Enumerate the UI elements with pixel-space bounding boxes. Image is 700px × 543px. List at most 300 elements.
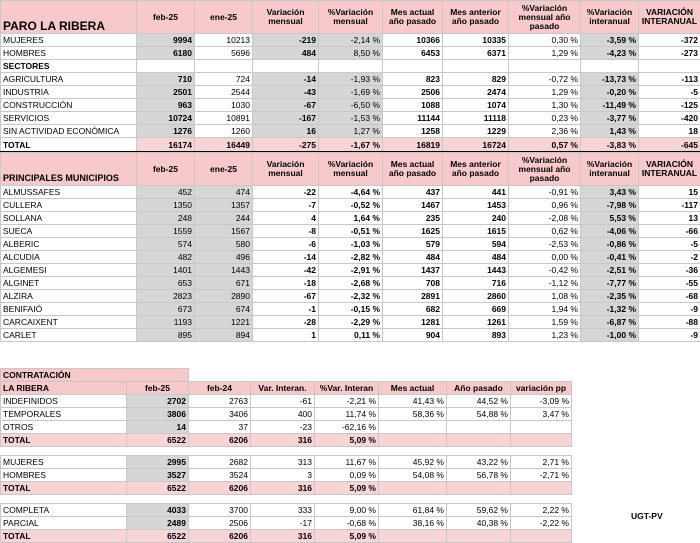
value-cell: 1559 [137,225,195,238]
value-cell: 1,29 % [509,86,581,99]
value-cell [511,482,572,495]
value-cell: -14 [253,251,319,264]
table-row [1,408,572,421]
value-cell: 5,53 % [581,212,639,225]
value-cell: 1258 [383,125,443,138]
value-cell: 6522 [127,434,189,447]
value-cell: 18 [639,125,700,138]
value-cell: 441 [443,186,509,199]
table-row [1,303,700,316]
value-cell: 0,00 % [509,251,581,264]
value-cell: 1,30 % [509,99,581,112]
value-cell: 1401 [137,264,195,277]
column-header: Variación mensual [253,153,319,186]
row-label: CARLET [1,329,137,342]
value-cell: -1,67 % [319,138,383,152]
value-cell: 37 [189,421,251,434]
value-cell: -5 [639,238,700,251]
value-cell [511,434,572,447]
value-cell [447,434,511,447]
value-cell: 6206 [189,530,251,543]
row-label: HOMBRES [1,469,127,482]
value-cell: 61,84 % [379,504,447,517]
value-cell: -55 [639,277,700,290]
value-cell: -0,20 % [581,86,639,99]
value-cell: 235 [383,212,443,225]
column-header: Año pasado [447,382,511,395]
value-cell: 9994 [137,34,195,47]
value-cell: -1,53 % [319,112,383,125]
row-label: ALMUSSAFES [1,186,137,199]
value-cell: -0,86 % [581,238,639,251]
value-cell: -3,77 % [581,112,639,125]
value-cell: 3406 [189,408,251,421]
value-cell: 3,47 % [511,408,572,421]
table-row [1,329,700,342]
value-cell: 653 [137,277,195,290]
empty-cell [315,369,379,382]
value-cell: -67 [253,290,319,303]
row-label: INDEFINIDOS [1,395,127,408]
value-cell: 1,29 % [509,47,581,60]
value-cell: -5 [639,86,700,99]
value-cell: 1357 [195,199,253,212]
value-cell: -0,52 % [319,199,383,212]
value-cell: -13,73 % [581,73,639,86]
column-header: %Variación interanual [581,153,639,186]
value-cell: -66 [639,225,700,238]
value-cell: -645 [639,138,700,152]
value-cell: 829 [443,73,509,86]
table-title: CONTRATACIÓN [1,369,189,382]
value-cell: 2763 [189,395,251,408]
value-cell: 11,74 % [315,408,379,421]
table-row [1,225,700,238]
value-cell: -2,35 % [581,290,639,303]
value-cell: 482 [137,251,195,264]
value-cell: -117 [639,199,700,212]
empty-cell [1,447,127,456]
table-row [1,125,700,138]
row-label: ALZIRA [1,290,137,303]
value-cell: -2 [639,251,700,264]
value-cell: -0,15 % [319,303,383,316]
table-row [1,434,572,447]
spacer-row [1,495,572,504]
value-cell: -18 [253,277,319,290]
value-cell: -7,77 % [581,277,639,290]
value-cell: 5,09 % [315,530,379,543]
value-cell: 1,27 % [319,125,383,138]
value-cell: 1260 [195,125,253,138]
value-cell: -0,91 % [509,186,581,199]
empty-cell [195,60,253,73]
empty-cell [251,447,315,456]
value-cell: -113 [639,73,700,86]
value-cell: 5,09 % [315,482,379,495]
value-cell: 316 [251,434,315,447]
value-cell: -3,09 % [511,395,572,408]
column-header: %Variación mensual [319,153,383,186]
value-cell: 10213 [195,34,253,47]
value-cell: 59,62 % [447,504,511,517]
value-cell: -4,06 % [581,225,639,238]
empty-cell [253,60,319,73]
header-row [1,382,572,395]
value-cell: 9,00 % [315,504,379,517]
value-cell: 13 [639,212,700,225]
table-row [1,456,572,469]
empty-cell [511,495,572,504]
value-cell: 4033 [127,504,189,517]
column-header: LA RIBERA [1,382,127,395]
table-row [1,138,700,152]
table-row [1,530,572,543]
table-title: PARO LA RIBERA [1,1,137,34]
value-cell: 579 [383,238,443,251]
value-cell: 716 [443,277,509,290]
table-row [1,264,700,277]
value-cell: 6206 [189,434,251,447]
value-cell: -2,29 % [319,316,383,329]
value-cell: 2501 [137,86,195,99]
value-cell: 2489 [127,517,189,530]
value-cell: -1,12 % [509,277,581,290]
table-row [1,186,700,199]
section-label: SECTORES [1,60,137,73]
value-cell: 40,38 % [447,517,511,530]
value-cell: -7 [253,199,319,212]
table-row [1,99,700,112]
row-label: TOTAL [1,530,127,543]
column-header: feb-25 [127,382,189,395]
value-cell: -6,87 % [581,316,639,329]
table-row [1,212,700,225]
column-header: Mes actual [379,382,447,395]
table-row [1,277,700,290]
value-cell: 56,78 % [447,469,511,482]
value-cell: 1437 [383,264,443,277]
table-row [1,86,700,99]
table-title: PRINCIPALES MUNICIPIOS [1,153,137,186]
value-cell: 1088 [383,99,443,112]
value-cell [379,434,447,447]
value-cell: -1,69 % [319,86,383,99]
value-cell: 2,22 % [511,504,572,517]
empty-cell [581,60,639,73]
table-row [1,251,700,264]
value-cell: -6,50 % [319,99,383,112]
value-cell: 45,92 % [379,456,447,469]
value-cell: -2,08 % [509,212,581,225]
value-cell: 16449 [195,138,253,152]
empty-cell [251,369,315,382]
row-label: TOTAL [1,138,137,152]
value-cell: 3,43 % [581,186,639,199]
header-row [1,153,700,186]
empty-cell [639,60,700,73]
row-label: OTROS [1,421,127,434]
row-label: ALGINET [1,277,137,290]
value-cell: -273 [639,47,700,60]
empty-cell [509,60,581,73]
value-cell: -0,68 % [315,517,379,530]
table-row [1,112,700,125]
value-cell: 1,64 % [319,212,383,225]
value-cell: 8,50 % [319,47,383,60]
footer-brand: UGT-PV [631,511,663,521]
value-cell: -11,49 % [581,99,639,112]
value-cell: 313 [251,456,315,469]
value-cell [511,530,572,543]
value-cell: 574 [137,238,195,251]
contratacion-body [1,369,572,543]
value-cell: -3,83 % [581,138,639,152]
value-cell: 1074 [443,99,509,112]
row-label: ALGEMESI [1,264,137,277]
value-cell: 484 [383,251,443,264]
value-cell [379,421,447,434]
row-label: HOMBRES [1,47,137,60]
value-cell: 437 [383,186,443,199]
empty-cell [315,447,379,456]
value-cell: -0,42 % [509,264,581,277]
value-cell: 1281 [383,316,443,329]
value-cell: 1467 [383,199,443,212]
value-cell: 4 [253,212,319,225]
value-cell: 1625 [383,225,443,238]
value-cell: 682 [383,303,443,316]
value-cell: 11144 [383,112,443,125]
empty-cell [189,369,251,382]
value-cell: -67 [253,99,319,112]
value-cell: 2891 [383,290,443,303]
value-cell: 16724 [443,138,509,152]
value-cell: 5696 [195,47,253,60]
value-cell: 1,23 % [509,329,581,342]
value-cell: 54,08 % [379,469,447,482]
title-row [1,369,572,382]
value-cell: -125 [639,99,700,112]
value-cell: 1443 [443,264,509,277]
value-cell: -2,71 % [511,469,572,482]
column-header: Mes actual año pasado [383,153,443,186]
value-cell: -9 [639,329,700,342]
value-cell: 580 [195,238,253,251]
value-cell: 1 [253,329,319,342]
value-cell: 1567 [195,225,253,238]
value-cell: -1 [253,303,319,316]
empty-cell [1,495,127,504]
table-row [1,199,700,212]
empty-cell [379,447,447,456]
value-cell: 0,57 % [509,138,581,152]
column-header: Variación mensual [253,1,319,34]
value-cell: -219 [253,34,319,47]
value-cell: -2,22 % [511,517,572,530]
value-cell: 3700 [189,504,251,517]
value-cell: -0,51 % [319,225,383,238]
value-cell: 1276 [137,125,195,138]
value-cell: -1,00 % [581,329,639,342]
value-cell: -4,64 % [319,186,383,199]
value-cell: -0,41 % [581,251,639,264]
empty-cell [189,495,251,504]
header-row [1,1,700,34]
value-cell: 10891 [195,112,253,125]
value-cell: 6522 [127,482,189,495]
value-cell: 2506 [383,86,443,99]
row-label: SOLLANA [1,212,137,225]
value-cell: 963 [137,99,195,112]
value-cell: -2,21 % [315,395,379,408]
value-cell: -62,16 % [315,421,379,434]
value-cell: 673 [137,303,195,316]
row-label: MUJERES [1,456,127,469]
value-cell: 894 [195,329,253,342]
value-cell: -17 [251,517,315,530]
value-cell: 1229 [443,125,509,138]
empty-cell [383,60,443,73]
value-cell: 484 [253,47,319,60]
table-row [1,47,700,60]
value-cell: 893 [443,329,509,342]
value-cell: -0,72 % [509,73,581,86]
value-cell: 2474 [443,86,509,99]
empty-cell [189,447,251,456]
row-label: TOTAL [1,434,127,447]
value-cell: 904 [383,329,443,342]
row-label: CULLERA [1,199,137,212]
municipios-table [0,152,700,342]
value-cell: -1,03 % [319,238,383,251]
value-cell: 1221 [195,316,253,329]
empty-cell [379,495,447,504]
value-cell: 594 [443,238,509,251]
value-cell: 6206 [189,482,251,495]
value-cell: 41,43 % [379,395,447,408]
value-cell: -4,23 % [581,47,639,60]
value-cell: 0,23 % [509,112,581,125]
value-cell: 2,36 % [509,125,581,138]
value-cell: 11118 [443,112,509,125]
value-cell: 16 [253,125,319,138]
value-cell: 15 [639,186,700,199]
value-cell: -1,93 % [319,73,383,86]
empty-cell [137,60,195,73]
value-cell: -68 [639,290,700,303]
value-cell: 1030 [195,99,253,112]
table-row [1,482,572,495]
empty-cell [511,447,572,456]
value-cell: 3524 [189,469,251,482]
value-cell: 6453 [383,47,443,60]
table-row [1,395,572,408]
column-header: Var. Interan. [251,382,315,395]
empty-cell [447,369,511,382]
value-cell: -7,98 % [581,199,639,212]
value-cell: 3527 [127,469,189,482]
value-cell: -3,59 % [581,34,639,47]
value-cell: 43,22 % [447,456,511,469]
value-cell: -167 [253,112,319,125]
value-cell: -6 [253,238,319,251]
empty-cell [447,495,511,504]
value-cell: 248 [137,212,195,225]
value-cell: 1193 [137,316,195,329]
value-cell: 1350 [137,199,195,212]
value-cell: 1,59 % [509,316,581,329]
value-cell: -420 [639,112,700,125]
table-row [1,469,572,482]
column-header: Mes actual año pasado [383,1,443,34]
table-row [1,34,700,47]
table-row [1,290,700,303]
row-label: SERVICIOS [1,112,137,125]
table-row [1,517,572,530]
value-cell: 44,52 % [447,395,511,408]
row-label: SIN ACTIVIDAD ECONÓMICA [1,125,137,138]
value-cell: -14 [253,73,319,86]
column-header: VARIACIÓN INTERANUAL [639,1,700,34]
value-cell: 58,36 % [379,408,447,421]
value-cell: 674 [195,303,253,316]
value-cell: 400 [251,408,315,421]
empty-cell [379,369,447,382]
row-label: BENIFAIÓ [1,303,137,316]
row-label: COMPLETA [1,504,127,517]
column-header: %Variación mensual año pasado [509,153,581,186]
column-header: feb-24 [189,382,251,395]
value-cell: 708 [383,277,443,290]
column-header: feb-25 [137,1,195,34]
value-cell: 0,30 % [509,34,581,47]
value-cell: 823 [383,73,443,86]
value-cell [447,421,511,434]
value-cell: -275 [253,138,319,152]
value-cell: 16819 [383,138,443,152]
value-cell: 14 [127,421,189,434]
row-label: TEMPORALES [1,408,127,421]
empty-cell [443,60,509,73]
value-cell: 0,62 % [509,225,581,238]
value-cell: 10366 [383,34,443,47]
value-cell: 38,16 % [379,517,447,530]
value-cell: 10724 [137,112,195,125]
empty-cell [251,495,315,504]
value-cell: -9 [639,303,700,316]
value-cell: 5,09 % [315,434,379,447]
value-cell [447,530,511,543]
value-cell: 669 [443,303,509,316]
value-cell: 2823 [137,290,195,303]
value-cell: 1,94 % [509,303,581,316]
row-label: ALCUDIA [1,251,137,264]
empty-cell [127,495,189,504]
value-cell: 452 [137,186,195,199]
table-row [1,504,572,517]
value-cell: 0,96 % [509,199,581,212]
value-cell: 6522 [127,530,189,543]
value-cell: -1,32 % [581,303,639,316]
row-label: AGRICULTURA [1,73,137,86]
value-cell: -43 [253,86,319,99]
empty-cell [511,369,572,382]
value-cell: 3806 [127,408,189,421]
row-label: PARCIAL [1,517,127,530]
row-label: CARCAIXENT [1,316,137,329]
value-cell: 671 [195,277,253,290]
